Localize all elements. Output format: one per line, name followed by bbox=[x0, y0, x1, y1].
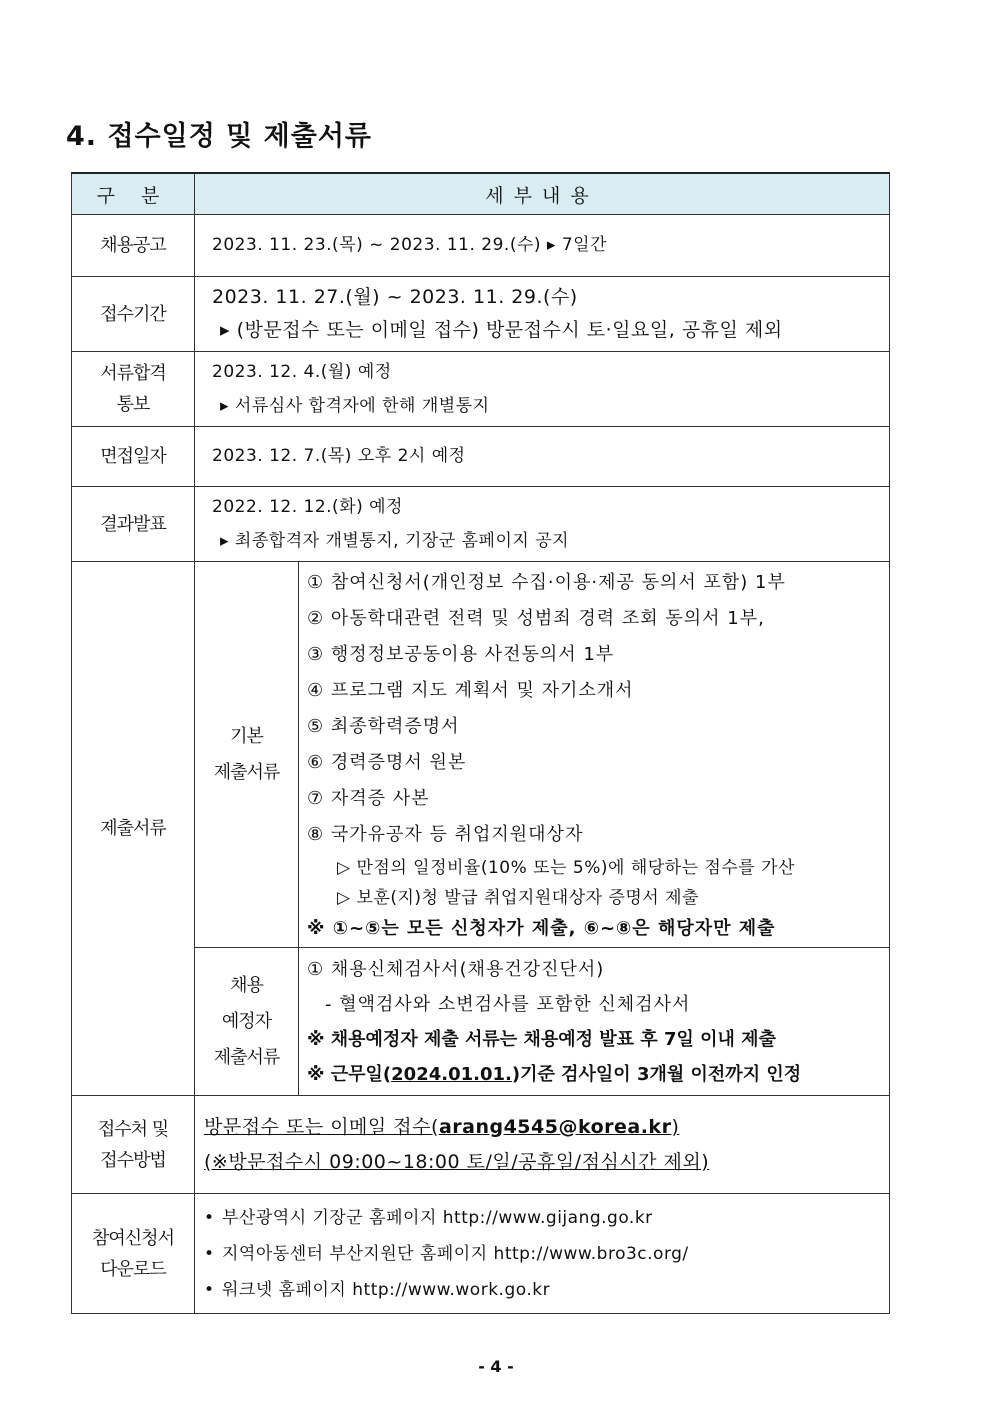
list-item: ⑥ 경력증명서 원본 bbox=[307, 751, 467, 773]
hire-docs-list bbox=[299, 948, 890, 1096]
basic-docs-list bbox=[299, 562, 890, 948]
hire-item-sub: - 혈액검사와 소변검사를 포함한 신체검사서 bbox=[325, 993, 691, 1015]
list-item: ⑤ 최종학력증명서 bbox=[307, 715, 460, 737]
basic-docs-label-line2: 제출서류 bbox=[213, 761, 280, 783]
submit-label-line1: 접수처 및 bbox=[97, 1118, 169, 1140]
submit-email: arang4545@korea.kr bbox=[438, 1115, 672, 1138]
table-row bbox=[72, 215, 890, 277]
row-content-download bbox=[195, 1194, 890, 1314]
list-item bbox=[204, 1236, 889, 1272]
page-number: - 4 - bbox=[478, 1357, 514, 1376]
row-content-ad bbox=[195, 215, 890, 277]
table-row bbox=[72, 277, 890, 352]
submit-label-line2: 접수방법 bbox=[100, 1149, 166, 1171]
section-title: 4. 접수일정 및 제출서류 bbox=[66, 121, 372, 152]
doc-pass-date: 2023. 12. 4.(월) 예정 bbox=[212, 362, 392, 382]
doc-pass-note: ▸ 서류심사 합격자에 한해 개별통지 bbox=[220, 396, 490, 416]
list-item: ④ 프로그램 지도 계획서 및 자기소개서 bbox=[307, 679, 634, 701]
apply-note: ▸ (방문접수 또는 이메일 접수) 방문접수시 토·일요일, 공휴일 제외 bbox=[220, 319, 783, 341]
row-label-documents: 제출서류 bbox=[72, 562, 195, 1096]
hire-note-2-date: 2024.01.01. bbox=[391, 1063, 512, 1085]
download-link-bro3c[interactable]: 지역아동센터 부산지원단 홈페이지 http://www.bro3c.org/ bbox=[222, 1243, 689, 1264]
hire-docs-label-line3: 제출서류 bbox=[213, 1046, 280, 1068]
apply-period: 2023. 11. 27.(월) ~ 2023. 11. 29.(수) bbox=[212, 286, 578, 308]
doc-pass-label-line1: 서류합격 bbox=[100, 363, 166, 384]
submit-method bbox=[204, 1110, 889, 1145]
table-row bbox=[72, 352, 890, 427]
list-item: ① 채용신체검사서(채용건강진단서) bbox=[307, 958, 605, 980]
download-label-line2: 다운로드 bbox=[100, 1258, 166, 1280]
header-category: 구 분 bbox=[72, 173, 195, 215]
row-content-doc-pass bbox=[195, 352, 890, 427]
basic-sub-note-1: ▷ 만점의 일정비율(10% 또는 5%)에 해당하는 점수를 가산 bbox=[337, 857, 795, 878]
result-date: 2022. 12. 12.(화) 예정 bbox=[212, 497, 403, 517]
interview-date: 2023. 12. 7.(목) 오후 2시 예정 bbox=[212, 446, 466, 466]
download-link-gijang[interactable]: 부산광역시 기장군 홈페이지 http://www.gijang.go.kr bbox=[222, 1207, 653, 1228]
list-item: ① 참여신청서(개인정보 수집·이용·제공 동의서 포함) 1부 bbox=[307, 571, 786, 593]
header-details: 세부내용 bbox=[195, 173, 890, 215]
hire-docs-label-line2: 예정자 bbox=[221, 1010, 272, 1032]
download-label-line1: 참여신청서 bbox=[92, 1227, 174, 1249]
table-row bbox=[72, 1096, 890, 1194]
row-label-interview: 면접일자 bbox=[72, 427, 195, 487]
hire-note-2 bbox=[307, 1057, 889, 1092]
basic-note: ※ ①~⑤는 모든 신청자가 제출, ⑥~⑧은 해당자만 제출 bbox=[307, 917, 776, 939]
table-row bbox=[72, 1194, 890, 1314]
row-content-result bbox=[195, 487, 890, 562]
row-label-apply: 접수기간 bbox=[72, 277, 195, 352]
list-item: ⑦ 자격증 사본 bbox=[307, 787, 430, 809]
row-content-submit bbox=[195, 1096, 890, 1194]
row-content-apply bbox=[195, 277, 890, 352]
row-label-submit bbox=[72, 1096, 195, 1194]
submit-hours: (※방문접수시 09:00~18:00 토/일/공휴일/점심시간 제외) bbox=[204, 1150, 710, 1173]
download-link-worknet[interactable]: 워크넷 홈페이지 http://www.work.go.kr bbox=[222, 1279, 551, 1300]
row-label-ad: 채용공고 bbox=[72, 215, 195, 277]
row-label-doc-pass bbox=[72, 352, 195, 427]
table-row bbox=[72, 562, 890, 948]
list-item: ② 아동학대관련 전력 및 성범죄 경력 조회 동의서 1부, bbox=[307, 607, 765, 629]
hire-note-1: ※ 채용예정자 제출 서류는 채용예정 발표 후 7일 이내 제출 bbox=[307, 1028, 776, 1050]
list-item: ⑧ 국가유공자 등 취업지원대상자 bbox=[307, 823, 584, 845]
bullet-icon: • bbox=[204, 1279, 215, 1300]
list-item bbox=[204, 1272, 889, 1308]
hire-note-2-post: )기준 검사일이 3개월 이전까지 인정 bbox=[511, 1063, 802, 1085]
table-row bbox=[72, 487, 890, 562]
ad-period: 2023. 11. 23.(목) ~ 2023. 11. 29.(수) ▸ 7일간 bbox=[212, 235, 608, 255]
result-note: ▸ 최종합격자 개별통지, 기장군 홈페이지 공지 bbox=[220, 531, 570, 551]
table-header-row bbox=[72, 173, 890, 215]
list-item: ③ 행정정보공동이용 사전동의서 1부 bbox=[307, 643, 615, 665]
list-item bbox=[204, 1200, 889, 1236]
table-row bbox=[72, 427, 890, 487]
hire-note-2-pre: ※ 근무일( bbox=[307, 1063, 392, 1085]
basic-docs-label bbox=[195, 562, 299, 948]
hire-docs-label-line1: 채용 bbox=[230, 974, 263, 996]
basic-docs-label-line1: 기본 bbox=[230, 725, 263, 747]
submit-method-post: ) bbox=[671, 1115, 680, 1138]
bullet-icon: • bbox=[204, 1243, 215, 1264]
row-label-result: 결과발표 bbox=[72, 487, 195, 562]
bullet-icon: • bbox=[204, 1207, 215, 1228]
row-label-download bbox=[72, 1194, 195, 1314]
schedule-table bbox=[71, 172, 890, 1314]
row-content-interview bbox=[195, 427, 890, 487]
doc-pass-label-line2: 통보 bbox=[116, 394, 150, 415]
hire-docs-label bbox=[195, 948, 299, 1096]
table-row bbox=[72, 948, 890, 1096]
submit-method-pre: 방문접수 또는 이메일 접수( bbox=[204, 1115, 439, 1138]
basic-sub-note-2: ▷ 보훈(지)청 발급 취업지원대상자 증명서 제출 bbox=[337, 887, 699, 908]
